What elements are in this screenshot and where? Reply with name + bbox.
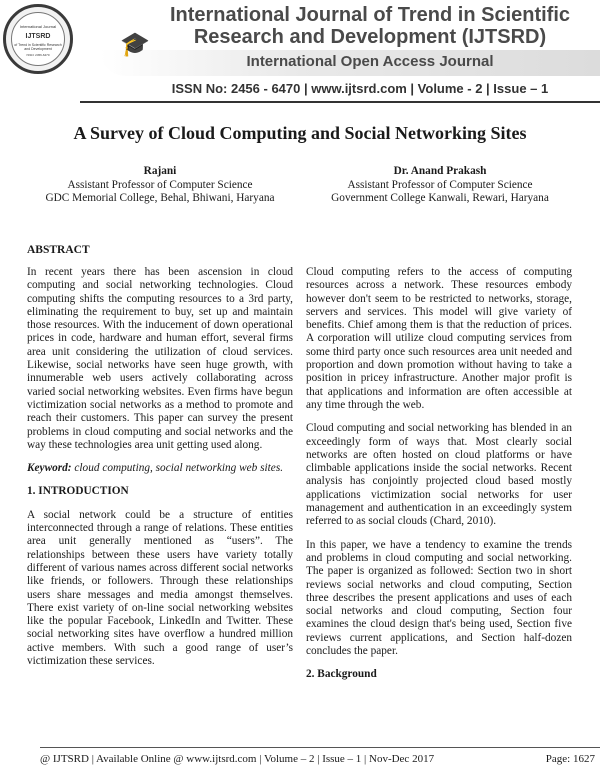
- intro-heading: 1. INTRODUCTION: [27, 485, 129, 498]
- author-role: Assistant Professor of Computer Science: [347, 178, 533, 191]
- page-footer: [40, 753, 595, 765]
- logo-seal: [11, 12, 65, 66]
- author-role: Assistant Professor of Computer Science: [67, 178, 253, 191]
- right-column: [306, 266, 572, 692]
- keywords-text: cloud computing, social networking web sites.: [74, 462, 284, 475]
- intro-paragraph: A social network could be a structure of entities interconnected through a range of relations. These entities area unit generally mentioned as “users”. The relationships between these users have variety totally different of various names across different social networks like friends, or followers. Through these relationships users share messages and media amongst themselves. There exist variety of on-line social networking websites like the popular Facebook, LinkedIn and Twitter. These social networking sites have overflow a hundred million active members. With such a good range of user’s victimization these services.: [27, 508, 293, 668]
- journal-logo: [3, 4, 73, 74]
- author-block-2: [300, 165, 580, 206]
- graduation-cap-icon: 🎓: [120, 32, 150, 58]
- background-heading: 2. Background: [306, 668, 377, 681]
- footer-divider: [40, 747, 600, 748]
- logo-text-line4: ISSN: 2456-6470: [26, 53, 50, 57]
- journal-name-line1: International Journal of Trend in Scientific: [169, 4, 571, 26]
- journal-header: [0, 0, 600, 104]
- author-name: Rajani: [143, 165, 177, 177]
- open-access-label: International Open Access Journal: [246, 53, 494, 70]
- journal-name-line2: Research and Development (IJTSRD): [193, 26, 547, 48]
- keywords-label: Keyword:: [27, 462, 72, 475]
- right-paragraph-1: Cloud computing refers to the access of computing resources across a network. These resources embody however don't seem to be restricted to networks, storage, servers and services. This model will give variety of benefits. Chief among them is that the reduction of prices. A corporation will utilize cloud computing services from some third party once such resources area unit needed and proportion and down promotion without having to take a position in pricey infrastructure. Another major profit is that applications and information are often accessible at any time through the web.: [306, 266, 572, 411]
- abstract-heading: ABSTRACT: [27, 244, 90, 256]
- keywords: [27, 462, 293, 475]
- logo-text-line1: International Journal: [19, 24, 57, 29]
- right-paragraph-3: In this paper, we have a tendency to examine the trends and problems in cloud computing and social networking. The paper is organized as followed: Section two in short reviews social networks and cloud computing, Section three describes the present applications and uses of each social networks and cloud computing, Section four examines the cloud design that's being used, Section five reviews current applications, and Section half-dozen concludes the paper.: [306, 538, 572, 658]
- footer-text: @ IJTSRD | Available Online @ www.ijtsrd.com | Volume – 2 | Issue – 1 | Nov-Dec 2017: [40, 753, 435, 765]
- page-number: Page: 1627: [545, 753, 595, 765]
- header-divider: [80, 101, 600, 103]
- author-block-1: [20, 165, 300, 206]
- issn-line: ISSN No: 2456 - 6470 | www.ijtsrd.com | Volume - 2 | Issue – 1: [171, 81, 549, 96]
- author-name: Dr. Anand Prakash: [393, 165, 487, 177]
- abstract-text: In recent years there has been ascension in cloud computing and social networking technologies. Cloud computing shifts the computing resources to a 3rd party, eliminating the requirement to buy, set up and maintain those resources. With the inducement of down operational prices in code, hardware and human effort, several firms area unit considering the utilization of cloud services. Likewise, social networks have seen huge growth, with innumerable web users actively collaborating across varied social networking websites. Even firms have begun victimization social networks as a method to promote and reach their customers. This paper can survey the present problems in cloud computing and social networks and the way these technologies area unit getting used along.: [27, 266, 293, 451]
- left-column: [27, 266, 293, 678]
- paper-title: A Survey of Cloud Computing and Social Networking Sites: [73, 123, 527, 143]
- logo-text-line3: of Trend in Scientific Research and Development: [14, 43, 62, 52]
- author-affiliation: GDC Memorial College, Behal, Bhiwani, Haryana: [45, 192, 275, 204]
- right-paragraph-2: Cloud computing and social networking has blended in an exceedingly form of ways that. Most clearly social networks are often hosted on cloud platforms or have climbable applications inside the social networks. Recent analysis has conjointly projected cloud based mostly applications victimization social networks for user management and authentication in an exceedingly system referred to as social clouds (Chard, 2010).: [306, 422, 572, 528]
- author-affiliation: Government College Kanwali, Rewari, Haryana: [331, 192, 549, 204]
- logo-text-line2: IJTSRD: [25, 33, 51, 40]
